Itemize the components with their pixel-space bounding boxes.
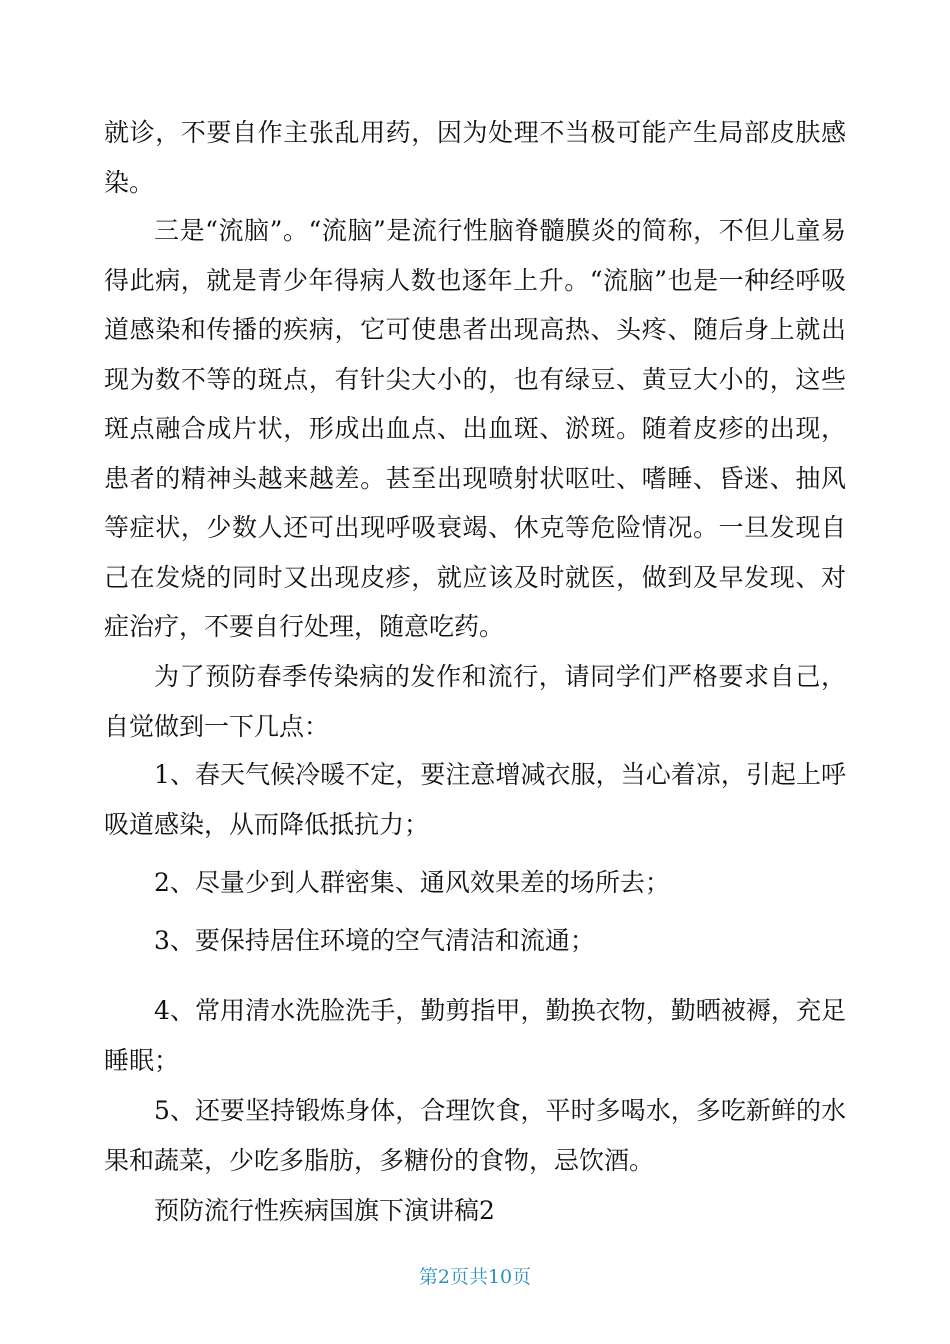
next-section-heading: 预防流行性疾病国旗下演讲稿2 xyxy=(154,1196,495,1225)
paragraph-continuation: 就诊，不要自作主张乱用药，因为处理不当极可能产生局部皮肤感染。 xyxy=(104,118,846,197)
paragraph-meningitis: 三是“流脑”。“流脑”是流行性脑脊髓膜炎的简称，不但儿童易得此病，就是青少年得病人数也逐年上升。“流脑”也是一种经呼吸道感染和传播的疾病，它可使患者出现高热、头疼、随后身上就出现为数不等的斑点，有针尖大小的，也有绿豆、黄豆大小的，这些斑点融合成片状，形成出血点、出血斑、淤斑。随着皮疹的出现，患者的精神头越来越差。甚至出现喷射状呕吐、嗜睡、昏迷、抽风等症状，少数人还可出现呼吸衰竭、休克等危险情况。一旦发现自己在发烧的同时又出现皮疹，就应该及时就医，做到及早发现、对症治疗，不要自行处理，随意吃药。 xyxy=(104,216,846,641)
list-item: 4、常用清水洗脸洗手，勤剪指甲，勤换衣物，勤晒被褥，充足睡眠； xyxy=(104,996,846,1075)
list-item: 1、春天气候冷暖不定，要注意增减衣服，当心着凉，引起上呼吸道感染，从而降低抵抗力； xyxy=(104,760,846,839)
list-item: 2、尽量少到人群密集、通风效果差的场所去； xyxy=(154,868,670,897)
list-item: 5、还要坚持锻炼身体，合理饮食，平时多喝水，多吃新鲜的水果和蔬菜，少吃多脂肪，多糖份的食物，忌饮酒。 xyxy=(104,1096,846,1175)
paragraph-prevention-intro: 为了预防春季传染病的发作和流行，请同学们严格要求自己，自觉做到一下几点： xyxy=(104,662,846,741)
list-item: 3、要保持居住环境的空气清洁和流通； xyxy=(154,926,595,955)
page-number-footer: 第2页共10页 xyxy=(418,1266,532,1288)
